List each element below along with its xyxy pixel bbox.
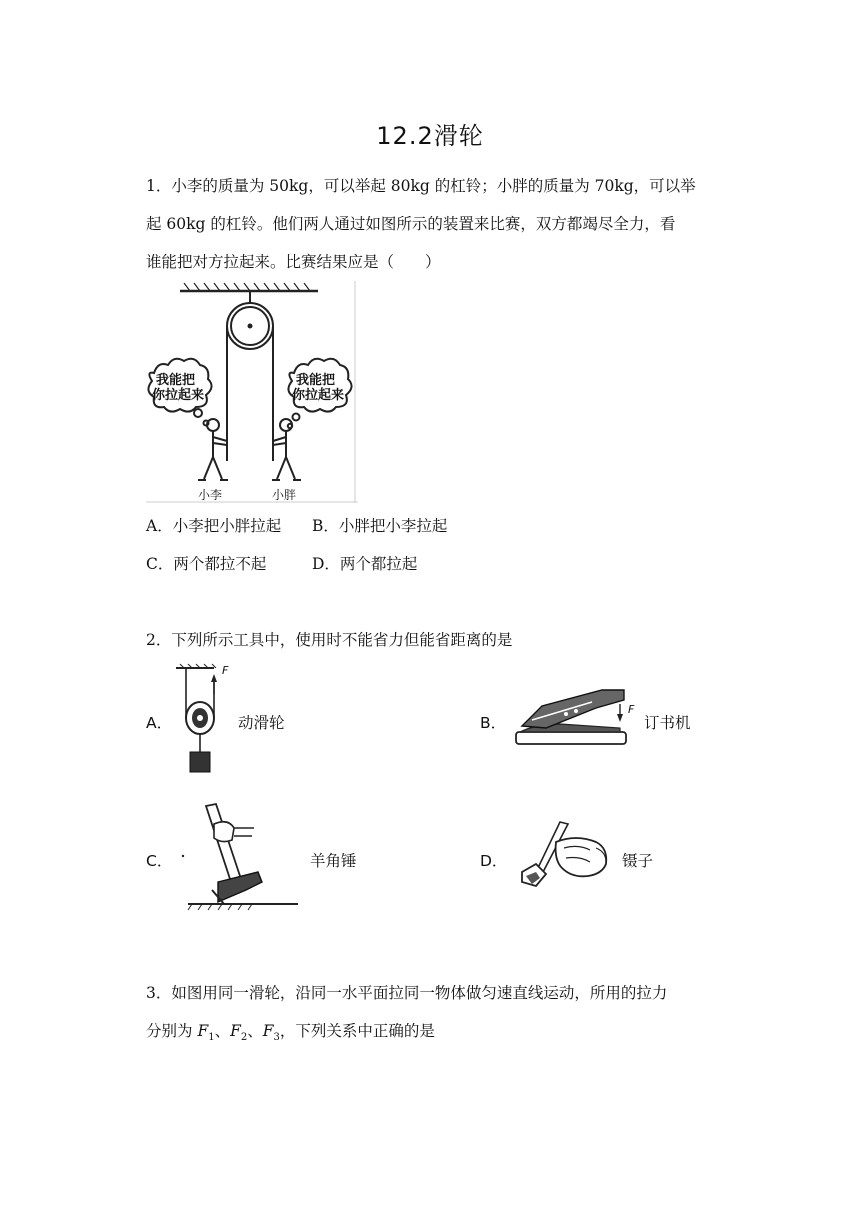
q3-stem-line-2: 分别为 $F_1$、$F_2$、$F_3$，下列关系中正确的是 — [146, 1022, 435, 1044]
force-f1: F — [197, 1022, 209, 1040]
q3-stem-line-1: 3．如图用同一滑轮，沿同一水平面拉同一物体做匀速直线运动，所用的拉力 — [146, 984, 668, 1002]
q1-option-a[interactable]: A．小李把小胖拉起 — [146, 517, 282, 535]
q1-stem-line-3: 谁能把对方拉起来。比赛结果应是（ ） — [146, 253, 441, 271]
claw-hammer-icon — [178, 800, 298, 912]
q2-option-b-name[interactable]: 订书机 — [644, 714, 691, 732]
q2-option-c-letter[interactable]: C． — [146, 852, 173, 870]
name-label-left: 小李 — [198, 488, 223, 502]
q2-option-b-letter[interactable]: B． — [480, 714, 507, 732]
left-speech-bubble: 我能把 你拉起来 — [152, 373, 205, 403]
stapler-icon — [512, 684, 635, 752]
q1-option-d[interactable]: D．两个都拉起 — [312, 555, 418, 573]
q1-figure — [146, 281, 358, 503]
q1-stem-line-1: 1．小李的质量为 50kg，可以举起 80kg 的杠铃；小胖的质量为 70kg，可以举 — [146, 177, 696, 195]
q2-option-c-name[interactable]: 羊角锤 — [310, 852, 357, 870]
q2-option-d-letter[interactable]: D． — [480, 852, 508, 870]
q2-option-a-letter[interactable]: A． — [146, 714, 173, 732]
force-f2: F — [230, 1022, 241, 1040]
q1-option-b[interactable]: B．小胖把小李拉起 — [312, 517, 448, 535]
movable-pulley-icon — [170, 664, 230, 776]
name-label-right: 小胖 — [272, 488, 297, 502]
tweezers-icon — [516, 818, 616, 890]
q2-option-a-name[interactable]: 动滑轮 — [238, 714, 285, 732]
force-label-b: F — [628, 703, 635, 716]
q2-stem: 2．下列所示工具中，使用时不能省力但能省距离的是 — [146, 631, 513, 649]
q2-option-d-name[interactable]: 镊子 — [622, 852, 654, 870]
right-speech-bubble: 我能把 你拉起来 — [292, 373, 345, 403]
page-title: 12.2滑轮 — [376, 122, 484, 150]
q1-stem-line-2: 起 60kg 的杠铃。他们两人通过如图所示的装置来比赛，双方都竭尽全力，看 — [146, 215, 676, 233]
force-label-a: F — [222, 664, 229, 677]
force-f3: F — [262, 1022, 274, 1040]
q1-option-c[interactable]: C．两个都拉不起 — [146, 555, 267, 573]
